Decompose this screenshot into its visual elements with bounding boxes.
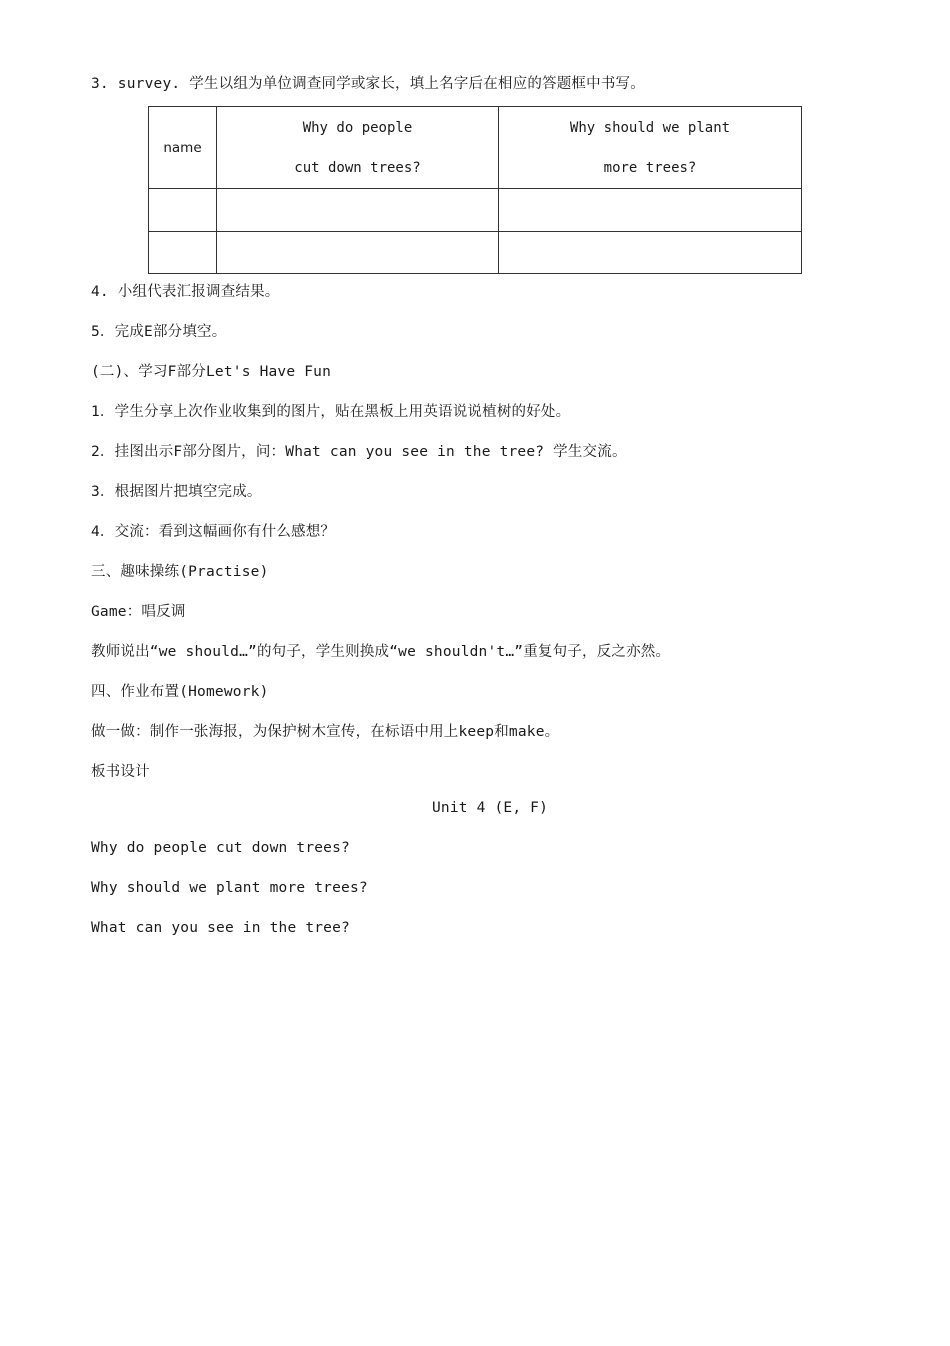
f-step-4: 4．交流：看到这幅画你有什么感想？ <box>91 524 336 540</box>
board-title: Unit 4 (E, F) <box>431 800 549 816</box>
table-cell[interactable] <box>499 189 802 231</box>
header-why-plant-line1: Why should we plant <box>569 119 731 136</box>
header-why-cut-line1: Why do people <box>302 119 413 136</box>
table-cell[interactable] <box>499 231 802 273</box>
table-cell[interactable] <box>217 189 499 231</box>
homework-heading: 四、作业布置(Homework) <box>91 684 269 700</box>
header-why-plant-line2: more trees? <box>603 159 697 176</box>
homework-task: 做一做：制作一张海报，为保护树木宣传，在标语中用上keep和make。 <box>91 724 560 740</box>
board-question-1: Why do people cut down trees? <box>91 840 350 856</box>
board-question-3: What can you see in the tree? <box>91 920 350 936</box>
f-step-3: 3．根据图片把填空完成。 <box>91 484 262 500</box>
table-row <box>149 189 802 231</box>
table-header-row <box>149 107 802 189</box>
table-cell[interactable] <box>217 231 499 273</box>
survey-table <box>148 106 802 274</box>
section-f-heading: (二)、学习F部分Let's Have Fun <box>91 364 332 380</box>
table-cell[interactable] <box>149 231 217 273</box>
header-why-plant <box>499 107 802 189</box>
board-design-heading: 板书设计 <box>91 764 150 780</box>
header-why-cut-line2: cut down trees? <box>294 159 421 176</box>
f-step-2: 2．挂图出示F部分图片，问：What can you see in the tree? 学生交流。 <box>91 444 627 460</box>
header-why-cut <box>217 107 499 189</box>
table-cell[interactable] <box>149 189 217 231</box>
practise-heading: 三、趣味操练(Practise) <box>91 564 269 580</box>
table-row <box>149 231 802 273</box>
board-question-2: Why should we plant more trees? <box>91 880 368 896</box>
game-title: Game：唱反调 <box>91 604 186 620</box>
game-description: 教师说出“we should…”的句子，学生则换成“we shouldn't…”重复句子，反之亦然。 <box>91 644 671 660</box>
step-3-survey: 3. survey. 学生以组为单位调查同学或家长，填上名字后在相应的答题框中书写。 <box>91 76 645 92</box>
step-4-report: 4. 小组代表汇报调查结果。 <box>91 284 280 300</box>
step-5-fill: 5．完成E部分填空。 <box>91 324 227 340</box>
f-step-1: 1．学生分享上次作业收集到的图片，贴在黑板上用英语说说植树的好处。 <box>91 404 571 420</box>
header-name: name <box>149 107 217 189</box>
